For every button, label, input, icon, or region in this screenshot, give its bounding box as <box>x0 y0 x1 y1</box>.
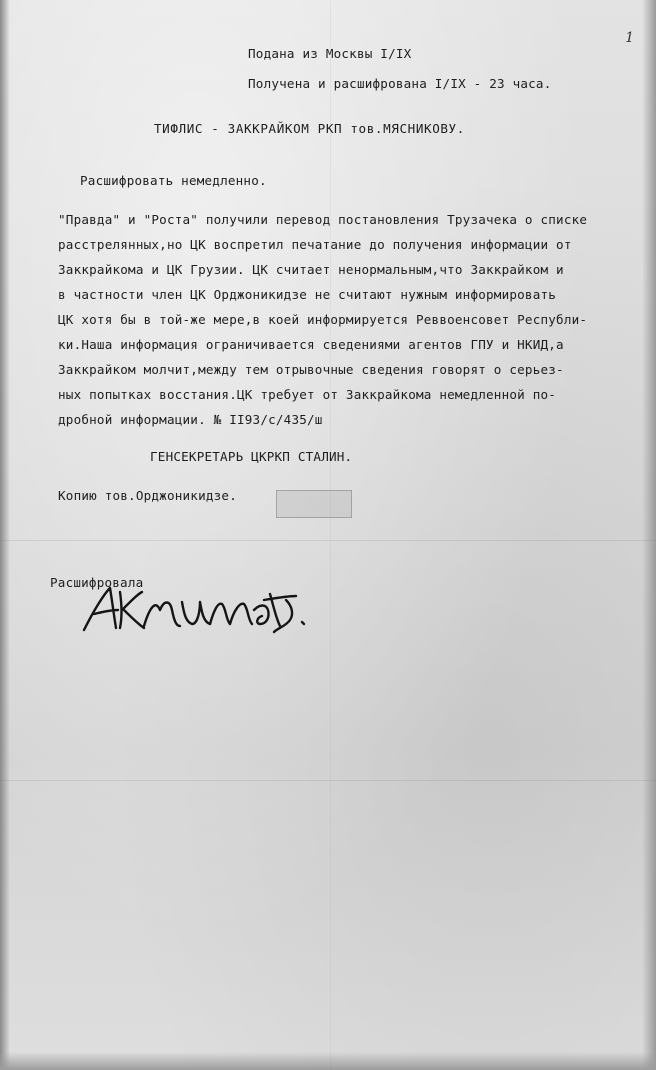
addressee-line: ТИФЛИС - ЗАККРАЙКОМ РКП тов.МЯСНИКОВУ. <box>154 121 465 136</box>
decrypt-instruction: Расшифровать немедленно. <box>80 173 267 188</box>
paper-crease <box>0 780 656 781</box>
body-line: расстрелянных,но ЦК воспретил печатание до получения информации от <box>58 237 572 252</box>
paper-crease <box>330 0 331 1070</box>
body-line: ки.Наша информация ограничивается сведениями агентов ГПУ и НКИД,а <box>58 337 564 352</box>
body-line: "Правда" и "Роста" получили перевод постановления Трузачека о списке <box>58 212 588 227</box>
faded-stamp <box>276 490 352 518</box>
paper-crease <box>0 540 656 541</box>
body-line: Заккрайкома и ЦК Грузии. ЦК считает ненормальным,что Заккрайком и <box>58 262 564 277</box>
page-number: 1 <box>625 30 634 46</box>
decrypted-by-label: Расшифровала <box>50 575 144 590</box>
body-line: Заккрайком молчит,между тем отрывочные сведения говорят о серьез- <box>58 362 564 377</box>
signatory-line: ГЕНСЕКРЕТАРЬ ЦКРКП СТАЛИН. <box>150 449 353 464</box>
page-edge-left <box>0 0 10 1070</box>
body-line: ных попытках восстания.ЦК требует от Заккрайкома немедленной по- <box>58 387 557 402</box>
page-edge-bottom <box>0 1052 656 1070</box>
header-received-line: Получена и расшифрована I/IX - 23 часа. <box>248 76 552 91</box>
page-edge-right <box>642 0 656 1070</box>
body-line: ЦК хотя бы в той-же мере,в коей информируется Реввоенсовет Республи- <box>58 312 588 327</box>
handwritten-signature <box>80 580 320 640</box>
copy-note: Копию тов.Орджоникидзе. <box>58 488 237 503</box>
body-line: в частности член ЦК Орджоникидзе не считают нужным информировать <box>58 287 557 302</box>
header-submitted-line: Подана из Москвы I/IX <box>248 46 412 61</box>
body-line: дробной информации. № II93/с/435/ш <box>58 412 323 427</box>
